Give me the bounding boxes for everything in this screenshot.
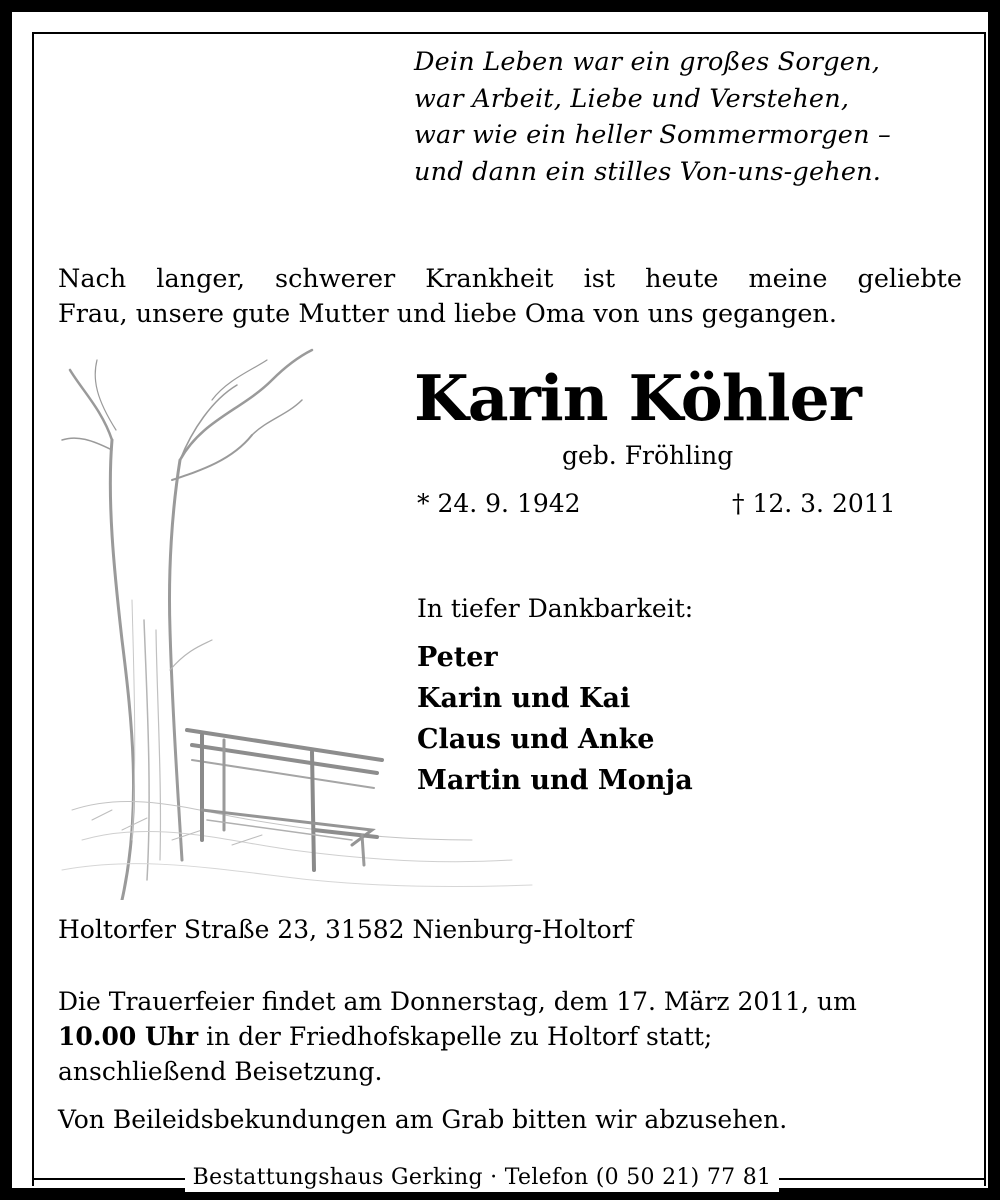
- obituary-page: [12, 12, 988, 1188]
- deceased-name: Karin Köhler: [414, 361, 861, 435]
- footer: [12, 1164, 988, 1192]
- ceremony-time: 10.00 Uhr: [58, 1022, 199, 1051]
- ceremony-line: anschließend Beisetzung.: [58, 1057, 383, 1086]
- mourner: Claus und Anke: [417, 724, 655, 755]
- intro-line: Frau, unsere gute Mutter und liebe Oma von uns gegangen.: [58, 299, 837, 329]
- funeral-home-info: Bestattungshaus Gerking · Telefon (0 50 21) 77 81: [185, 1164, 780, 1192]
- intro-text: [58, 262, 962, 332]
- mourner: Karin und Kai: [417, 683, 631, 714]
- intro-line: Nach langer, schwerer Krankheit ist heute meine geliebte: [58, 264, 962, 294]
- mourners-list: [417, 637, 693, 801]
- poem-line: und dann ein stilles Von-uns-gehen.: [414, 156, 882, 187]
- ceremony-line: [58, 1019, 962, 1054]
- ceremony-info: [58, 984, 962, 1089]
- ceremony-location: in der Friedhofskapelle zu Holtorf statt;: [198, 1022, 713, 1051]
- ceremony-line: Die Trauerfeier findet am Donnerstag, dem 17. März 2011, um: [58, 987, 857, 1016]
- poem-line: war wie ein heller Sommermorgen –: [414, 120, 891, 150]
- maiden-name: geb. Fröhling: [562, 441, 734, 470]
- poem-line: war Arbeit, Liebe und Verstehen,: [414, 83, 850, 114]
- address: Holtorfer Straße 23, 31582 Nienburg-Holtorf: [58, 915, 633, 944]
- mourner: Peter: [417, 642, 498, 673]
- mourner: Martin und Monja: [417, 765, 693, 796]
- death-date: † 12. 3. 2011: [732, 489, 896, 518]
- thanks-label: In tiefer Dankbarkeit:: [417, 594, 694, 623]
- poem: [414, 44, 974, 190]
- condolence-note: Von Beileidsbekundungen am Grab bitten wir abzusehen.: [58, 1105, 788, 1134]
- poem-line: Dein Leben war ein großes Sorgen,: [414, 47, 881, 77]
- birth-date: * 24. 9. 1942: [417, 489, 581, 518]
